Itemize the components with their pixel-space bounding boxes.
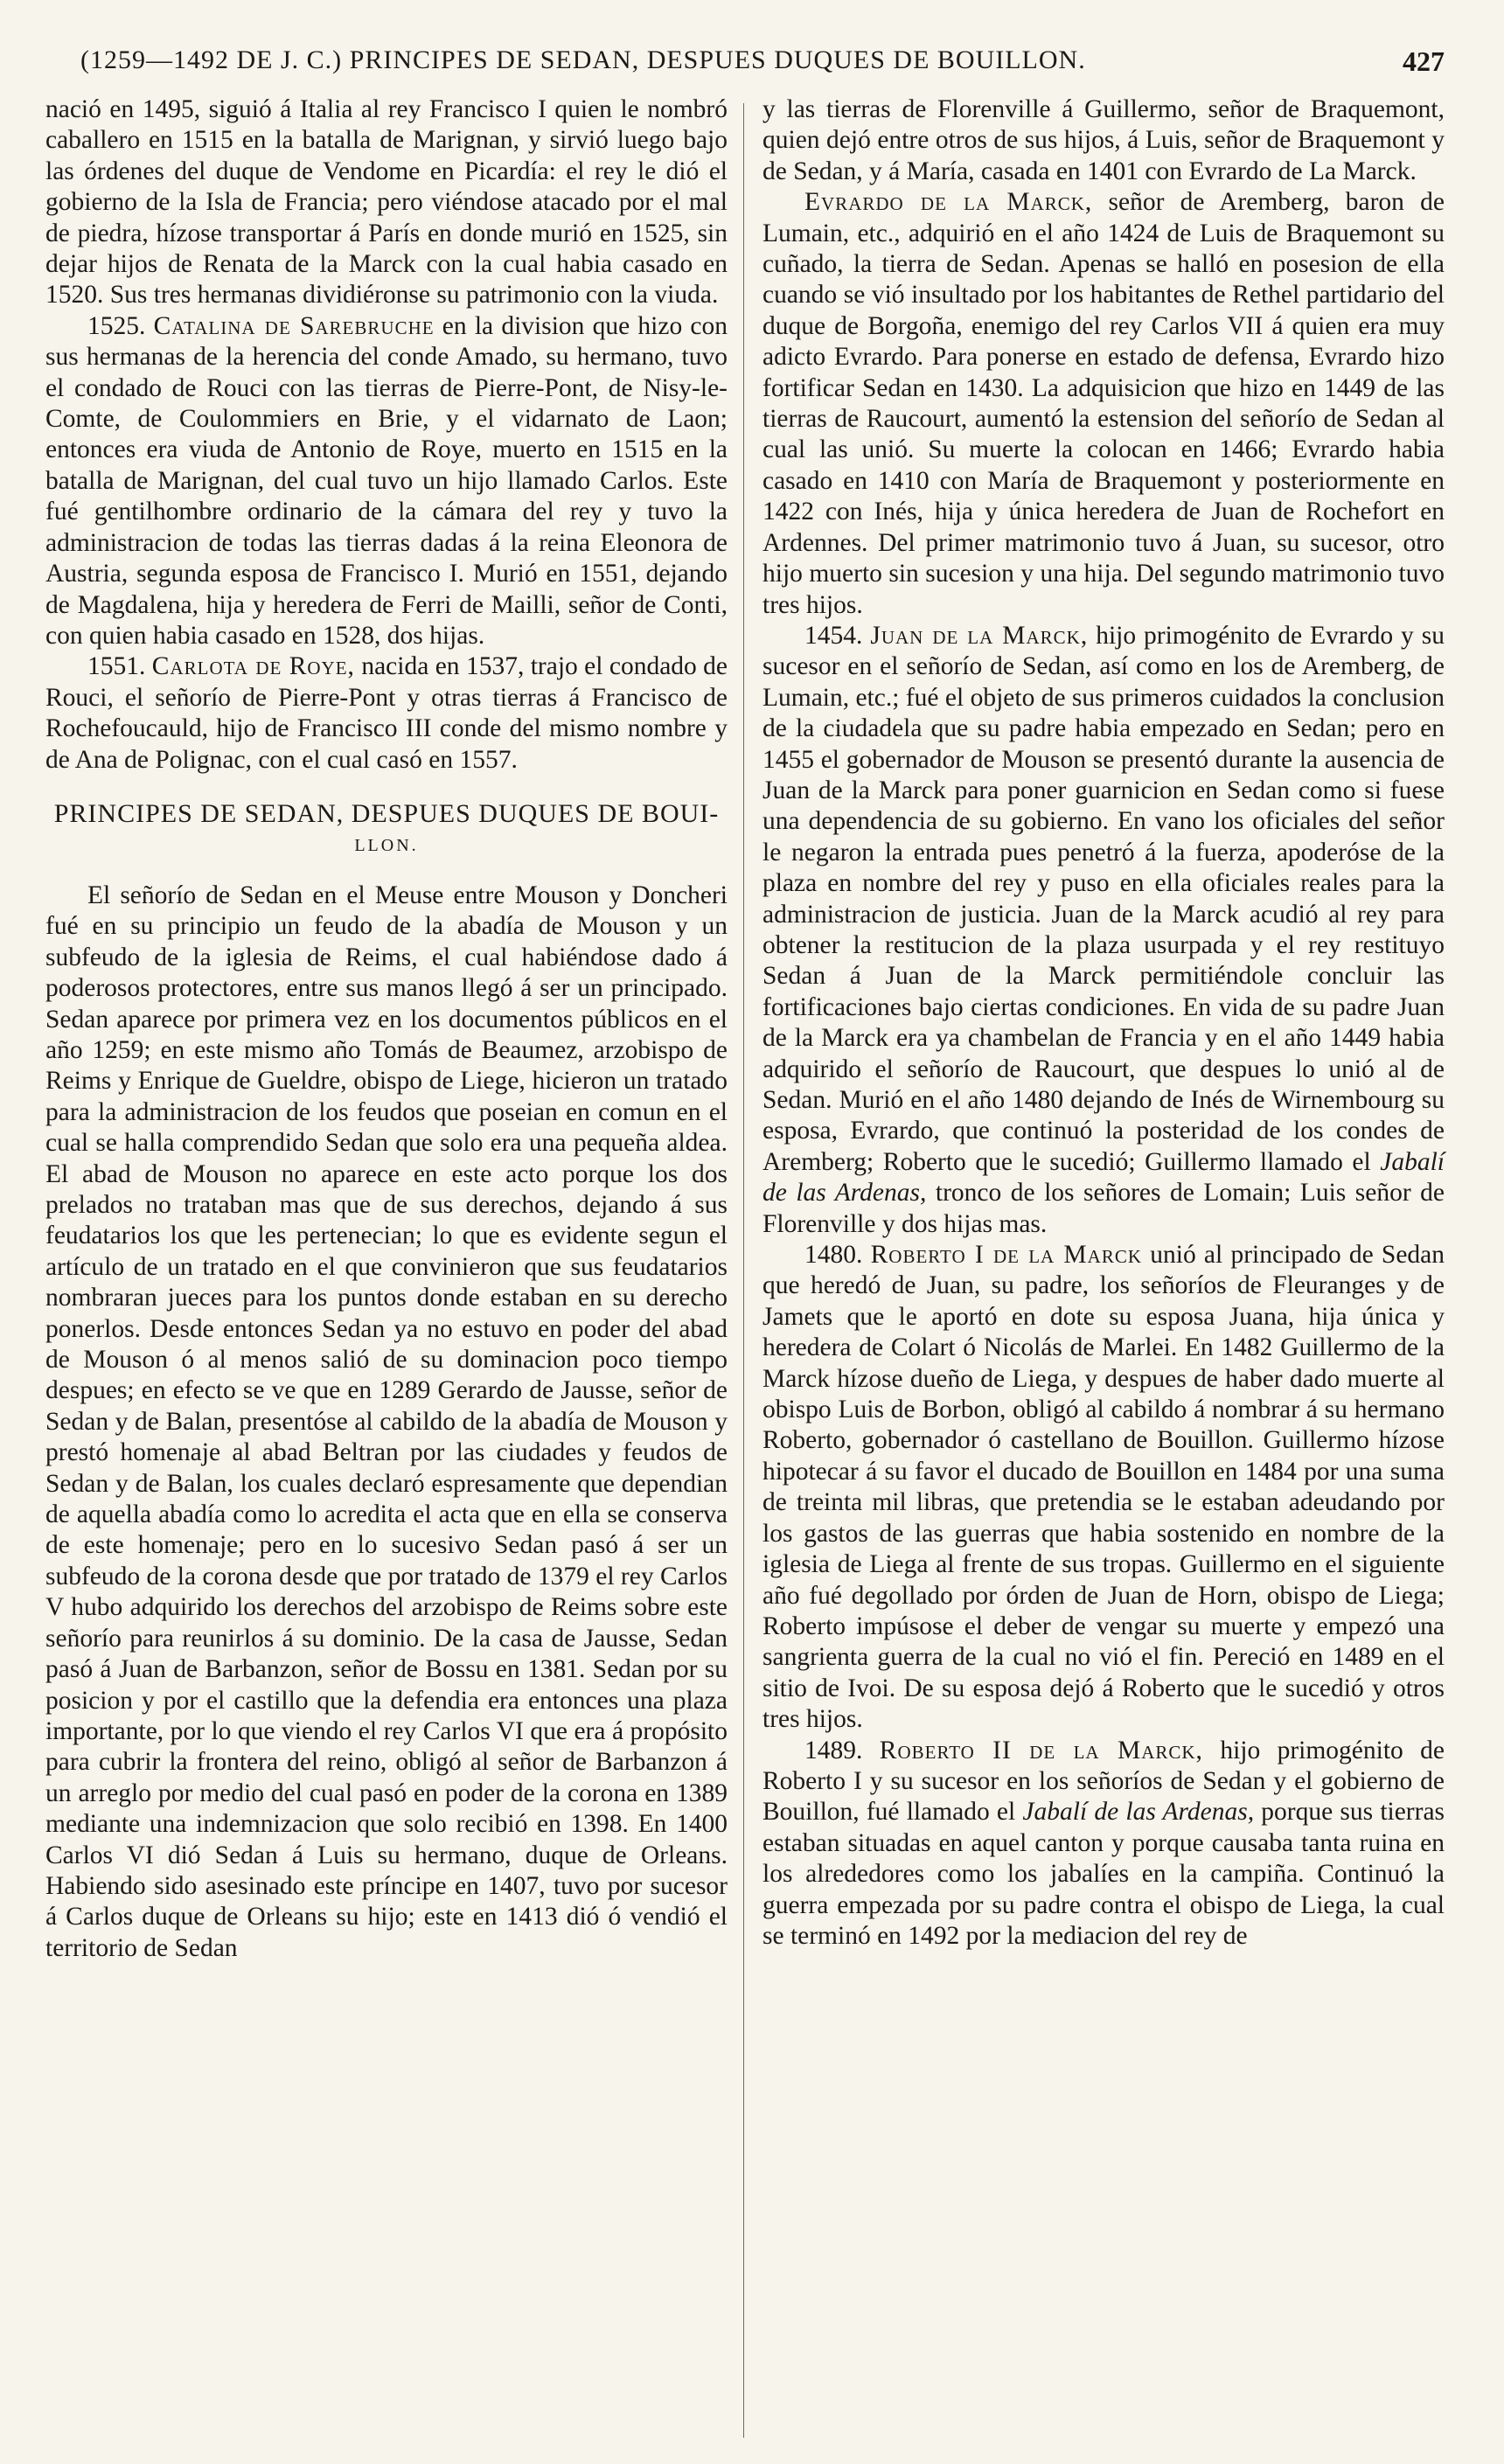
entry-year: 1551. bbox=[87, 652, 146, 681]
column-divider bbox=[743, 103, 744, 2438]
entry-evrardo bbox=[762, 187, 1445, 621]
entry-text: en la division que hizo con sus hermanas de la herencia del conde Amado, su hermano, tuvo el condado de Rouci con las tierras de Pierre-Pont, de Nisy-le-Comte, de Coulommiers en Brie, y el vidarnato de Laon; entonces era viuda de Antonio de Roye, muerto en 1515 en la batalla de Marignan, del cual tuvo un hijo llamado Carlos. Este fué gentilhombre ordinario de la cámara del rey y tuvo la administracion de todas las tierras dadas á la reina Eleonora de Austria, segunda esposa de Francisco I. Murió en 1551, dejando de Magdalena, hija y heredera de Ferri de Mailli, señor de Conti, con quien habia casado en 1528, dos hijas. bbox=[45, 311, 728, 650]
entry-epithet: Jabalí de las Ardenas, bbox=[1022, 1798, 1255, 1827]
entry-name: Evrardo de la Marck, bbox=[804, 188, 1093, 217]
entry-year: 1489. bbox=[804, 1736, 863, 1764]
entry-text: unió al principado de Sedan que heredó de Juan, su padre, los señoríos de Fleuranges y de Jamets que le aportó en dote su esposa Juana, hija única y heredera de Colart ó Nicolás de Marlei. En 1482 Guillermo de la Marck hízose dueño de Liega, y despues de haber dado muerte al obispo Luis de Borbon, obligó al cabildo á nombrar á su hermano Roberto, gobernador ó castellano de Bouillon. Guillermo hízose hipotecar á su favor el ducado de Bouillon en 1484 por una suma de treinta mil libras, que pretendia se le estaban adeudando por los gastos de las guerras que habia sostenido en nombre de la iglesia de Liega al frente de sus tropas. Guillermo en el siguiente año fué degollado por órden de Juan de Horn, obispo de Liega; Roberto impúsose el deber de vengar su muerte y empezó una sangrienta guerra de la cual no vió el fin. Pereció en 1489 en el sitio de Ivoi. De su esposa dejó á Roberto que le sucedió y otros tres hijos. bbox=[762, 1241, 1445, 1734]
entry-name: Roberto II de la Marck, bbox=[879, 1736, 1203, 1764]
entry-name: Juan de la Marck, bbox=[870, 621, 1089, 650]
paragraph-sedan-history: El señorío de Sedan en el Meuse entre Mouson y Doncheri fué en su principio un feudo de la abadía de Mouson y un subfeudo de la iglesia de Reims, el cual habiéndose dado á poderosos protectores, entre sus manos llegó á ser un principado. Sedan aparece por primera vez en los documentos públicos en el año 1259; en este mismo año Tomás de Beaumez, arzobispo de Reims y Enrique de Gueldre, obispo de Liege, hicieron un tratado para la administracion de los feudos que poseian en comun en el cual se halla comprendido Sedan que solo era una pequeña aldea. El abad de Mouson no aparece en este acto porque los dos prelados no trataban mas que de sus derechos, dejando á sus feudatarios los que les pertenecian; lo que es evidente segun el artículo de un tratado en el que convinieron que sus feudatarios nombraran jueces para los puntos donde estaban en su derecho ponerlos. Desde entonces Sedan ya no estuvo en poder del abad de Mouson ó al menos salió de su dominacion poco tiempo despues; en efecto se ve que en 1289 Gerardo de Jausse, señor de Sedan y de Balan, presentóse al cabildo de la abadía de Mouson y prestó homenaje al abad Beltran por las ciudades y feudos de Sedan y de Balan, los cuales declaró espresamente que dependian de aquella abadía como lo acredita el acta que en ella se conserva de este homenaje; pero en lo sucesivo Sedan pasó á ser un subfeudo de la corona desde que por tratado de 1379 el rey Carlos V hubo adquirido los derechos del arzobispo de Reims sobre este señorío para reunirlos á su dominio. De la casa de Jausse, Sedan pasó á Juan de Barbanzon, señor de Bossu en 1381. Sedan por su posicion y por el castillo que la defendia era entonces una plaza importante, por lo que viendo el rey Carlos VI que era á propósito para cubrir la frontera del reino, obligó al señor de Barbanzon á un arreglo por medio del cual pasó en poder de la corona en 1389 mediante una indemnizacion que solo recibió en 1398. En 1400 Carlos VI dió Sedan á Luis su hermano, duque de Orleans. Habiendo sido asesinado este príncipe en 1407, tuvo por sucesor á Carlos duque de Orleans su hijo; este en 1413 dió ó vendió el territorio de Sedan bbox=[45, 880, 728, 1962]
entry-text: hijo primogénito de Roberto I y su sucesor en los señoríos de Sedan y el gobierno de Bouillon, fué llamado el bbox=[762, 1736, 1445, 1827]
section-heading-title: PRINCIPES DE SEDAN, DESPUES DUQUES DE BOUI- bbox=[53, 798, 720, 828]
paragraph-continuation: nació en 1495, siguió á Italia al rey Francisco I quien le nombró caballero en 1515 en la batalla de Marignan, y sirvió luego bajo las órdenes del duque de Vendome en Picardía: el rey le dió el gobierno de la Isla de Francia; pero viéndose atacado por el mal de piedra, hízose transportar á París en donde murió en 1525, sin dejar hijos de Renata de la Marck con la cual habia casado en 1520. Sus tres hermanas dividiéronse su patrimonio con la viuda. bbox=[45, 95, 728, 310]
entry-roberto-ii bbox=[762, 1736, 1445, 1952]
section-heading bbox=[45, 798, 728, 861]
entry-roberto-i bbox=[762, 1240, 1445, 1736]
entry-text: hijo primogénito de Evrardo y su sucesor en el señorío de Sedan, así como en los de Aremberg, de Lumain, etc.; fué el objeto de sus primeros cuidados la conclusion de la ciudadela que su padre habia empezado en Sedan; pero en 1455 el gobernador de Mouson se presentó durante la ausencia de Juan de la Marck para poner guarnicion en Sedan como si fuese una dependencia de su gobierno. En vano los oficiales del señor le negaron la entrada pues penetró á la fuerza, apoderóse de la plaza en nombre del rey y puso en ella oficiales reales para la administracion de justicia. Juan de la Marck acudió al rey para obtener la restitucion de la plaza usurpada y el rey restituyo Sedan á Juan de la Marck permitiéndole concluir las fortificaciones bajo ciertas condiciones. En vida de su padre Juan de la Marck era ya chambelan de Francia y en el año 1449 habia adquirido el señorío de Raucourt, que despues lo unió al de Sedan. Murió en el año 1480 dejando de Inés de Wirnembourg su esposa, Evrardo, que continuó la posteridad de los condes de Aremberg; Roberto que le sucedió; Guillermo llamado el bbox=[762, 621, 1445, 1176]
entry-epithet: Jabalí de las Ardenas, bbox=[762, 1147, 1445, 1208]
left-column bbox=[45, 94, 728, 1964]
entry-name: Carlota de Roye, bbox=[151, 652, 355, 681]
section-heading-continuation: LLON. bbox=[354, 835, 419, 855]
running-head-title: (1259—1492 DE J. C.) PRINCIPES DE SEDAN, DESPUES DUQUES DE BOUILLON. bbox=[80, 45, 1086, 74]
entry-juan bbox=[762, 621, 1445, 1240]
entry-text: señor de Aremberg, baron de Lumain, etc., adquirió en el año 1424 de Luis de Braquemont su cuñado, la tierra de Sedan. Apenas se halló en posesion de ella cuando se vió insultado por los habitantes de Rethel partidario del duque de Borgoña, enemigo del rey Carlos VII á quien era muy adicto Evrardo. Para ponerse en estado de defensa, Evrardo hizo fortificar Sedan en 1430. La adquisicion que hizo en 1449 de las tierras de Raucourt, aumentó la estension del señorío de Sedan al cual las unió. Su muerte la colocan en 1466; Evrardo habia casado en 1410 con María de Braquemont y posteriormente en 1422 con Inés, hija y única heredera de Juan de Rochefort en Ardennes. Del primer matrimonio tuvo á Juan, su sucesor, otro hijo muerto sin sucesion y una hija. Del segundo matrimonio tuvo tres hijos. bbox=[762, 188, 1445, 619]
entry-year: 1525. bbox=[87, 311, 146, 340]
running-head bbox=[80, 45, 1445, 89]
paragraph-continuation: y las tierras de Florenville á Guillermo, señor de Braquemont, quien dejó entre otros de sus hijos, á Luis, señor de Braquemont y de Sedan, y á María, casada en 1401 con Evrardo de La Marck. bbox=[762, 95, 1445, 185]
entry-catalina bbox=[45, 311, 728, 651]
entry-carlota bbox=[45, 651, 728, 776]
entry-text-end: tronco de los señores de Lomain; Luis señor de Florenville y dos hijas mas. bbox=[762, 1179, 1445, 1238]
page-number: 427 bbox=[1403, 45, 1445, 77]
entry-year: 1480. bbox=[804, 1241, 863, 1270]
entry-year: 1454. bbox=[804, 621, 863, 650]
entry-text-end: porque sus tierras estaban situadas en aquel canton y porque causaba tanta ruina en los alrededores como los jabalíes en la campiña. Continuó la guerra empezada por su padre contra el obispo de Liega, la cual se terminó en 1492 por la mediacion del rey de bbox=[762, 1798, 1445, 1950]
entry-text: nacida en 1537, trajo el condado de Rouci, el señorío de Pierre-Pont y otras tierras á Francisco de Rochefoucauld, hijo de Francisco III conde del mismo nombre y de Ana de Polignac, con el cual casó en 1557. bbox=[45, 652, 728, 774]
entry-name: Catalina de Sarebruche bbox=[153, 311, 435, 340]
entry-name: Roberto I de la Marck bbox=[870, 1241, 1142, 1270]
right-column bbox=[762, 94, 1445, 1952]
